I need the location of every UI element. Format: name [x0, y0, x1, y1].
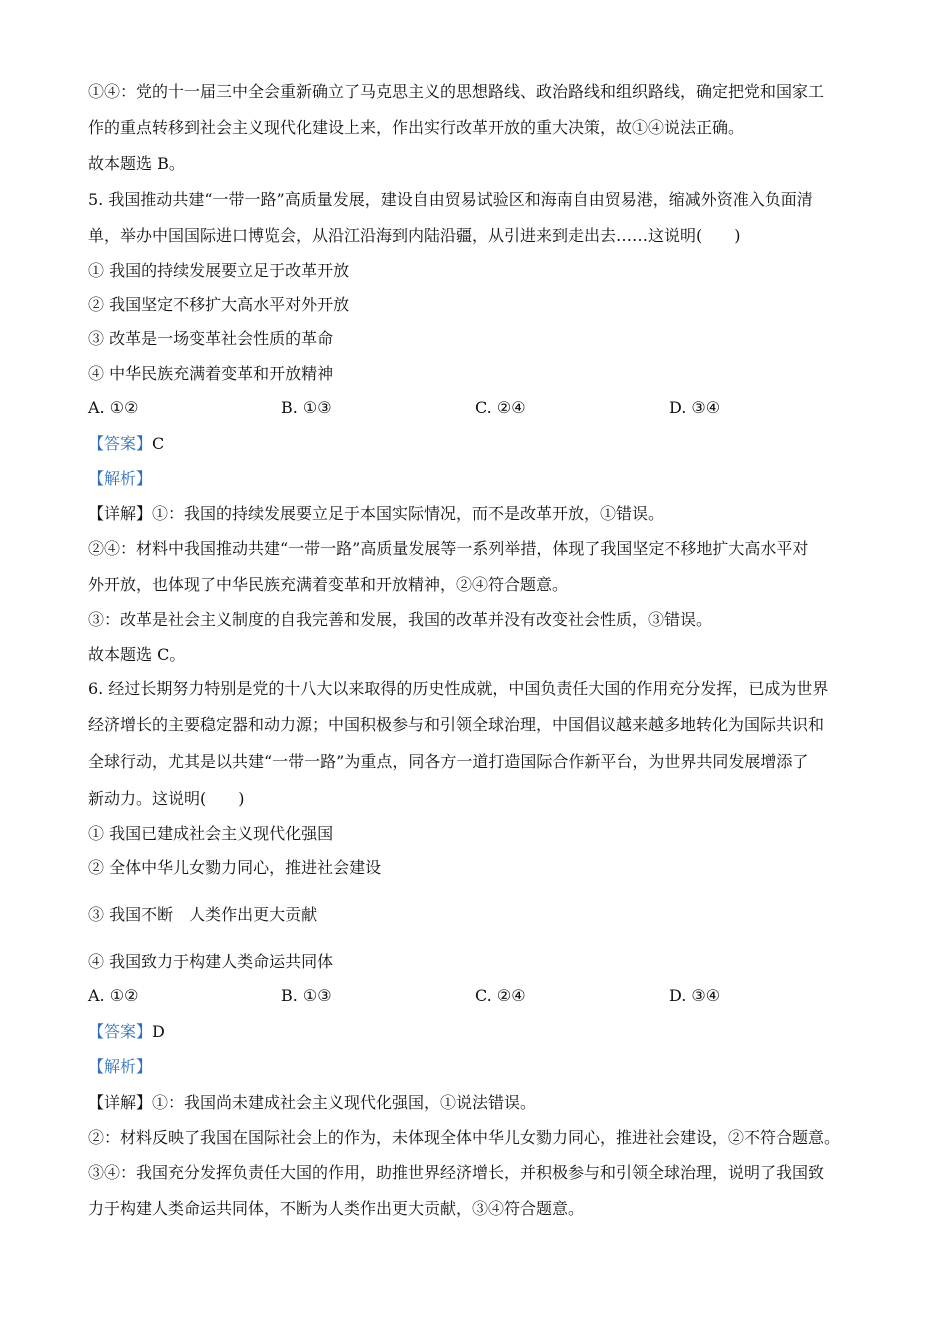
q4-explanation-line-1: ①④：党的十一届三中全会重新确立了马克思主义的思想路线、政治路线和组织路线，确定把党和国家工: [88, 82, 825, 101]
q6-option-c: C. ②④: [475, 986, 526, 1005]
q6-detail-line-4: 力于构建人类命运共同体，不断为人类作出更大贡献，③④符合题意。: [88, 1199, 585, 1218]
q5-item-2: ② 我国坚定不移扩大高水平对外开放: [88, 295, 350, 314]
q6-answer-value: D: [152, 1022, 165, 1041]
q6-item-2: ② 全体中华儿女勠力同心，推进社会建设: [88, 858, 382, 877]
q6-stem-line-2: 经济增长的主要稳定器和动力源；中国积极参与和引领全球治理，中国倡议越来越多地转化为国际共识和: [88, 715, 825, 734]
q5-stem-line-1: 5. 我国推动共建“一带一路”高质量发展，建设自由贸易试验区和海南自由贸易港，缩减外资准入负面清: [88, 190, 813, 209]
detail-tag: 【详解】: [88, 504, 153, 523]
answer-tag: 【答案】: [88, 434, 153, 453]
q5-item-1: ① 我国的持续发展要立足于改革开放: [88, 261, 350, 280]
q6-detail-line-3: ③④：我国充分发挥负责任大国的作用，助推世界经济增长，并积极参与和引领全球治理，说明了我国致: [88, 1163, 825, 1182]
q5-analysis-tag: 【解析】: [88, 469, 153, 488]
q5-option-d: D. ③④: [669, 398, 721, 417]
q6-analysis-tag: 【解析】: [88, 1057, 153, 1076]
q5-detail-line-4: ③：改革是社会主义制度的自我完善和发展，我国的改革并没有改变社会性质，③错误。: [88, 610, 713, 629]
q5-detail-text-1: ①：我国的持续发展要立足于本国实际情况，而不是改革开放，①错误。: [152, 504, 665, 523]
q6-option-a: A. ①②: [88, 986, 139, 1005]
q6-stem-line-1: 6. 经过长期努力特别是党的十八大以来取得的历史性成就，中国负责任大国的作用充分发挥，已成为世界: [88, 679, 829, 698]
q5-item-3: ③ 改革是一场变革社会性质的革命: [88, 329, 334, 348]
q6-option-d: D. ③④: [669, 986, 721, 1005]
answer-tag: 【答案】: [88, 1022, 153, 1041]
q6-item-3: ③ 我国不断 人类作出更大贡献: [88, 905, 318, 924]
q5-detail-line-1: [88, 503, 664, 525]
q5-option-a: A. ①②: [88, 398, 139, 417]
detail-tag: 【详解】: [88, 1093, 153, 1112]
q5-answer-value: C: [152, 434, 165, 453]
q6-option-b: B. ①③: [281, 986, 332, 1005]
q6-item-4: ④ 我国致力于构建人类命运共同体: [88, 952, 334, 971]
q5-conclusion: 故本题选 C。: [88, 645, 186, 664]
q6-stem-line-3: 全球行动，尤其是以共建“一带一路”为重点，同各方一道打造国际合作新平台，为世界共同发展增添了: [88, 752, 809, 771]
q5-stem-line-2: 单，举办中国国际进口博览会，从沿江沿海到内陆沿疆，从引进来到走出去……这说明( ): [88, 226, 741, 245]
q6-detail-line-2: ②：材料反映了我国在国际社会上的作为，未体现全体中华儿女勠力同心，推进社会建设，②不符合题意。: [88, 1128, 841, 1147]
q5-option-b: B. ①③: [281, 398, 332, 417]
q6-answer: [88, 1021, 165, 1043]
q5-detail-line-3: 外开放，也体现了中华民族充满着变革和开放精神，②④符合题意。: [88, 575, 569, 594]
q6-detail-text-1: ①：我国尚未建成社会主义现代化强国，①说法错误。: [152, 1093, 537, 1112]
q6-stem-line-4: 新动力。这说明( ): [88, 789, 245, 808]
q6-detail-line-1: [88, 1092, 536, 1114]
q5-item-4: ④ 中华民族充满着变革和开放精神: [88, 364, 334, 383]
q5-detail-line-2: ②④：材料中我国推动共建“一带一路”高质量发展等一系列举措，体现了我国坚定不移地扩大高水平对: [88, 539, 809, 558]
q6-item-1: ① 我国已建成社会主义现代化强国: [88, 824, 334, 843]
q5-answer: [88, 433, 164, 455]
q5-option-c: C. ②④: [475, 398, 526, 417]
q4-explanation-line-2: 作的重点转移到社会主义现代化建设上来，作出实行改革开放的重大决策，故①④说法正确。: [88, 118, 745, 137]
q4-conclusion: 故本题选 B。: [88, 154, 185, 173]
